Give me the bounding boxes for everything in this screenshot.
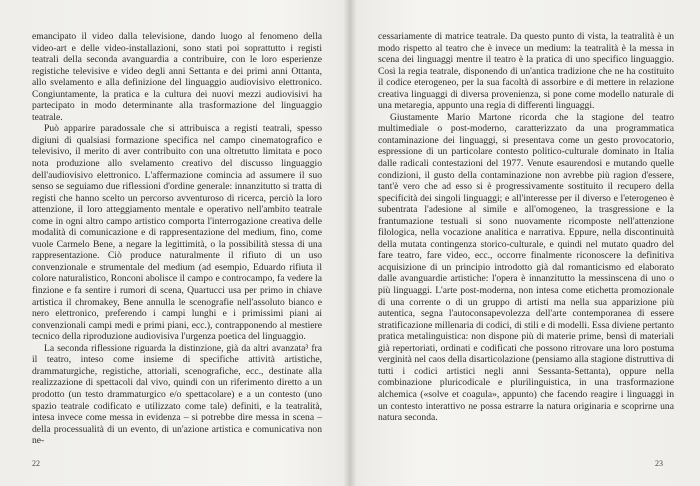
paragraph: Può apparire paradossale che si attribuisca a registi teatrali, spesso digiuni di qualsiasi formazione specifica nel campo cinematografico e televisivo, il merito di aver contribuito con una oltretutto limitata e poco nota produzione allo svelamento creativo del discusso linguaggio dell'audiovisivo elettronico. L'affermazione comincia ad assumere il suo senso se seguiamo due riflessioni d'ordine generale: innanzitutto si tratta di registi che hanno scelto un percorso avventuroso di ricerca, perciò la loro attenzione, il loro atteggiamento mentale e operativo nell'ambito teatrale come in ogni altro campo artistico comporta l'interrogazione creativa delle modalità di comunicazione e di rappresentazione del medium, fino, come vuole Carmelo Bene, a negare la legittimità, o la possibilità stessa di una rappresentazione. Ciò produce naturalmente il rifiuto di un uso convenzionale e strumentale del medium (ad esempio, Eduardo rifiuta il colore naturalistico, Ronconi abolisce il campo e controcampo, fa vedere la finzione e fa sentire i rumori di scena, Quartucci usa per primo in chiave artistica il chromakey, Bene annulla le scenografie nell'assoluto bianco e nero elettronico, preferendo i campi lunghi e i primissimi piani ai convenzionali campi medi e primi piani, ecc.), contrapponendo al mestiere tecnico della riproduzione audiovisiva l'urgenza poetica del linguaggio. [32,123,322,343]
right-page-text [378,31,674,424]
left-page-text [32,31,322,447]
paragraph: cessariamente di matrice teatrale. Da questo punto di vista, la teatralità è un modo rispetto al teatro che è invece un medium: la teatralità è la messa in scena dei linguaggi mentre il teatro è la pratica di uno specifico linguaggio. Così la regia teatrale, disponendo di un'antica tradizione che ne ha costituito il codice eterogeneo, per la sua facoltà di assorbire e di mettere in relazione creativa linguaggi di diversa provenienza, si pone come modello naturale di una metaregia, appunto una regia di differenti linguaggi. [378,31,674,112]
paragraph: emancipato il video dalla televisione, dando luogo al fenomeno della video-art e delle video-installazioni, sono stati poi soprattutto i registi teatrali della seconda avanguardia a contribuire, con le loro esperienze registiche televisive e video degli anni Settanta e dei primi anni Ottanta, allo svelamento e alla definizione del linguaggio audiovisivo elettronico. Congiuntamente, la pratica e la cultura dei nuovi mezzi audiovisivi ha partecipato in modo determinante alla trasformazione del linguaggio teatrale. [32,31,322,123]
paragraph: La seconda riflessione riguarda la distinzione, già da altri avanzata³ fra il teatro, inteso come insieme di specifiche attività artistiche, drammaturgiche, registiche, attoriali, scenografiche, ecc., destinate alla realizzazione di spettacoli dal vivo, quindi con un riferimento diretto a un prodotto (un testo drammaturgico e/o spettacolare) e a un contesto (uno spazio teatrale codificato e utilizzato come tale) definiti, e la teatralità, intesa invece come messa in evidenza – si potrebbe dire messa in scena – della processualità di un evento, di un'azione artistica e comunicativa non ne- [32,342,322,447]
page-number: 22 [32,459,40,468]
right-page [350,0,700,486]
paragraph: Giustamente Mario Martone ricorda che la stagione del teatro multimediale o post-moderno, caratterizzato da una programmatica contaminazione dei linguaggi, si presentava come un gesto provocatorio, espressione di un particolare contesto politico-culturale dominato in Italia dalle radicali contestazioni del 1977. Venute esaurendosi e mutando quelle condizioni, il gusto della contaminazione non avrebbe più ragion d'essere, tant'è vero che ad esso si è progressivamente sostituito il recupero della specificità dei singoli linguaggi; e all'interesse per il diverso e l'eterogeneo è subentrata l'adesione al simile e all'omogeneo, la trasgressione e la frantumazione testuali si sono nuovamente ricomposte nell'attenzione filologica, nella vocazione analitica e narrativa. Eppure, nella discontinuità della mutata contingenza storico-culturale, e quindi nel mutato quadro del fare teatro, fare video, ecc., occorre finalmente riconoscere la definitiva acquisizione di un principio introdotto già dal romanticismo ed elaborato dalle avanguardie artistiche: l'opera è innanzitutto la messinscena di uno o più linguaggi. L'arte post-moderna, non intesa come etichetta promozionale di una corrente o di un gruppo di artisti ma nella sua apparizione più autentica, segna l'autoconsapevolezza dell'arte contemporanea di essere stratificazione millenaria di codici, di stili e di modelli. Essa diviene pertanto pratica metalinguistica: non dispone più di materie prime, bensì di materiali già repertoriati, ordinati e codificati che possono ritrovare una loro postuma verginità nel caos della disarticolazione (pensiamo alla stagione distruttiva di tutti i codici artistici negli anni Sessanta-Settanta), oppure nella combinazione pluricodicale e plurilinguistica, in una trasformazione alchemica («solve et coagula», appunto) che facendo reagire i linguaggi in un contesto interattivo ne possa estrarre la natura originaria e scoprirne una natura seconda. [378,111,674,424]
page-number: 23 [655,459,663,468]
